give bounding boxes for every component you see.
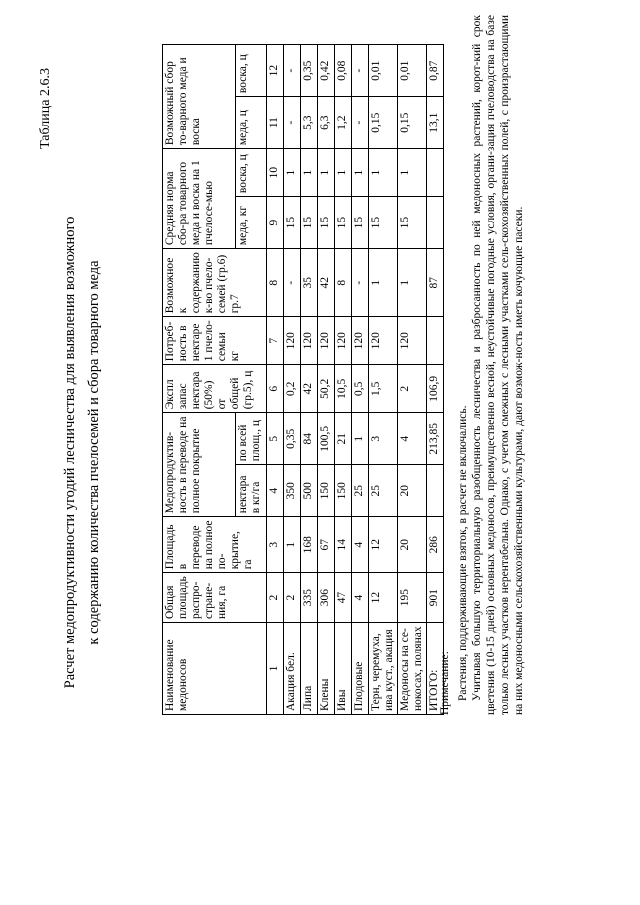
table-cell: 8 (335, 249, 352, 317)
colnum-cell: 7 (267, 317, 284, 365)
table-cell: 3 (369, 413, 398, 465)
colnum-cell: 6 (267, 365, 284, 413)
table-cell: 150 (318, 465, 335, 517)
table-cell: 25 (369, 465, 398, 517)
table-row (398, 45, 427, 715)
table-cell: 15 (335, 197, 352, 249)
table-cell: 0,35 (284, 413, 301, 465)
colnum-cell: 12 (267, 45, 284, 97)
table-cell: 15 (318, 197, 335, 249)
table-cell: 120 (369, 317, 398, 365)
table-cell: 2 (284, 573, 301, 623)
header-norm-honey: меда, кг (236, 197, 267, 249)
table-cell: 500 (301, 465, 318, 517)
colnum-cell: 10 (267, 149, 284, 197)
table-cell: 1,2 (335, 97, 352, 149)
table-cell: 120 (352, 317, 369, 365)
table-cell: - (284, 249, 301, 317)
table-cell: 20 (398, 465, 427, 517)
table-cell: 15 (352, 197, 369, 249)
notes-block (438, 15, 526, 715)
table-cell: 15 (284, 197, 301, 249)
table-cell: 4 (352, 517, 369, 573)
table-cell: 6,3 (318, 97, 335, 149)
table-cell: 350 (284, 465, 301, 517)
header-norm-wax: воска, ц (236, 149, 267, 197)
header-need: Потреб-ность в нектаре 1 пчело-семьи кг (163, 317, 267, 365)
table-title-line1: Расчет медопродуктивности угодий лесничества для выявления возможного (62, 216, 78, 689)
row-name-cell: Плодовые (352, 623, 369, 715)
table-row (335, 45, 352, 715)
table-cell: 15 (398, 197, 427, 249)
row-name-cell: Медоносы на се-нокосах, полянах (398, 623, 427, 715)
header-name: Наименование медоносов (163, 623, 267, 715)
table-cell: 335 (301, 573, 318, 623)
table-cell: 168 (301, 517, 318, 573)
table-cell: 0,35 (301, 45, 318, 97)
colnum-cell: 4 (267, 465, 284, 517)
table-cell: 120 (398, 317, 427, 365)
table-cell: 120 (284, 317, 301, 365)
row-name-cell: Клены (318, 623, 335, 715)
table-cell: 100,5 (318, 413, 335, 465)
table-row (369, 45, 398, 715)
header-possible-colonies: Возможное к содержанию к-во пчело-семей (гр.6) гр.7 (163, 249, 267, 317)
table-cell: 1,5 (369, 365, 398, 413)
table-cell: 67 (318, 517, 335, 573)
table-cell: 120 (301, 317, 318, 365)
table-cell: 4 (352, 573, 369, 623)
table-cell: 15 (369, 197, 398, 249)
table-cell: 1 (352, 149, 369, 197)
table-cell: 150 (335, 465, 352, 517)
header-yield-honey: меда, ц (236, 97, 267, 149)
table-cell: - (352, 45, 369, 97)
table-cell: - (284, 45, 301, 97)
table-cell: 35 (301, 249, 318, 317)
colnum-cell: 3 (267, 517, 284, 573)
column-numbers-row (267, 45, 284, 715)
table-cell: 306 (318, 573, 335, 623)
table-cell: 87 (427, 249, 444, 317)
table-cell: 0,87 (427, 45, 444, 97)
header-yield-wax: воска, ц (236, 45, 267, 97)
table-cell: 1 (301, 149, 318, 197)
table-cell: 286 (427, 517, 444, 573)
table-cell: - (352, 97, 369, 149)
colnum-cell: 1 (267, 623, 284, 715)
table-cell: 25 (352, 465, 369, 517)
table-cell: 901 (427, 573, 444, 623)
table-cell: 1 (318, 149, 335, 197)
header-area-full-cover: Площадь в переводе на полное по-крытие, га (163, 517, 267, 573)
table-row (352, 45, 369, 715)
header-prod-area: по всей площ., ц (236, 413, 267, 465)
table-title-line2: к содержанию количества пчелосемей и сбора товарного меда (86, 260, 102, 645)
table-cell: 1 (335, 149, 352, 197)
table-cell: 12 (369, 573, 398, 623)
row-name-cell: Акация бел. (284, 623, 301, 715)
table-row (284, 45, 301, 715)
table-cell: 1 (284, 149, 301, 197)
table-cell: 106,9 (427, 365, 444, 413)
table-cell: 0,15 (369, 97, 398, 149)
header-stock: Экспл запас нектара (50%) от общей (гр.5), ц (163, 365, 267, 413)
colnum-cell: 8 (267, 249, 284, 317)
table-cell: 42 (318, 249, 335, 317)
header-norm: Средняя норма сбо-ра товарного меда и воска на 1 пчелосе-мью (163, 149, 236, 249)
table-cell: 21 (335, 413, 352, 465)
table-cell: 50,2 (318, 365, 335, 413)
colnum-cell: 9 (267, 197, 284, 249)
header-productivity: Медопродуктив-ность в переводе на полное покрытие (163, 413, 236, 517)
colnum-cell: 5 (267, 413, 284, 465)
table-cell: 4 (398, 413, 427, 465)
table-cell: 0,01 (398, 45, 427, 97)
table-cell: 1 (284, 517, 301, 573)
table-cell: - (284, 97, 301, 149)
table-cell: 15 (301, 197, 318, 249)
table-cell: 20 (398, 517, 427, 573)
row-name-cell: Ивы (335, 623, 352, 715)
table-cell: 1 (398, 249, 427, 317)
table-cell: 0,42 (318, 45, 335, 97)
table-cell: 1 (369, 149, 398, 197)
table-cell: 195 (398, 573, 427, 623)
table-cell: 0,5 (352, 365, 369, 413)
notes-line1: Растения, поддерживающие взяток, в расчет не включались. (457, 405, 469, 701)
header-prod-nectar: нектара в кг/га (236, 465, 267, 517)
table-cell: 120 (318, 317, 335, 365)
row-name-cell: Терн, черемуха, ива куст., акация (369, 623, 398, 715)
table-cell: 42 (301, 365, 318, 413)
table-cell: 0,01 (369, 45, 398, 97)
notes-paragraph: Учитывая большую территориальную разобщенность лесничества и разбросанность по ней медоносных растений, корот-кий срок цветения (10-15 дней) основных медоносов, преимущественно весной, неустойчивые погодные условия, органи-зация пчеловодства на базе только лесных участков нерентабельна. Однако, с учетом смежных с лесными участками сель-скохозяйственных полей, с произрастающими на них медоносными сельскохозяйственными культурами, дают возмож-ность иметь кочующие пасеки. (471, 15, 525, 715)
table-cell: 5,3 (301, 97, 318, 149)
table-cell: - (352, 249, 369, 317)
table-cell: 1 (398, 149, 427, 197)
table-cell: 0,15 (398, 97, 427, 149)
table-cell: 1 (369, 249, 398, 317)
table-cell: 14 (335, 517, 352, 573)
colnum-cell: 11 (267, 97, 284, 149)
row-name-cell: ИТОГО: (427, 623, 444, 715)
table-cell: 0,08 (335, 45, 352, 97)
table-cell: 0,2 (284, 365, 301, 413)
table-cell: 120 (335, 317, 352, 365)
honey-productivity-table (162, 44, 444, 715)
table-number: Таблица 2.6.3 (38, 68, 53, 149)
table-row (301, 45, 318, 715)
colnum-cell: 2 (267, 573, 284, 623)
table-cell: 10,5 (335, 365, 352, 413)
table-cell: 84 (301, 413, 318, 465)
header-yield: Возможный сбор то-варного меда и воска (163, 45, 236, 149)
notes-label: Примечание: (439, 651, 451, 715)
row-name-cell: Липа (301, 623, 318, 715)
table-cell: 213,85 (427, 413, 444, 465)
table-row (318, 45, 335, 715)
table-cell: 12 (369, 517, 398, 573)
table-cell: 2 (398, 365, 427, 413)
header-total-area: Общая площадь распро-стране-ния, га (163, 573, 267, 623)
table-cell: 47 (335, 573, 352, 623)
table-cell: 1 (352, 413, 369, 465)
table-cell: 13,1 (427, 97, 444, 149)
